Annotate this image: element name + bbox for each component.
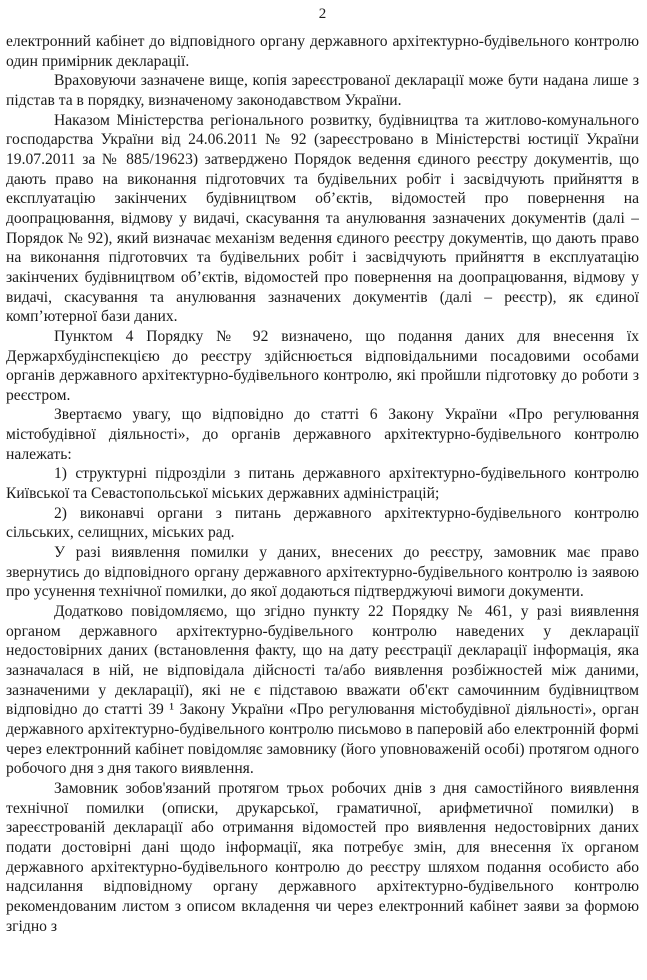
document-page [6,0,639,980]
paragraph-error-in-registry: У разі виявлення помилки у даних, внесених до реєстру, замовник має право звернутись до відповідного органу державного архітектурно-будівельного контролю із заявою про усунення технічної помилки, до якої додаються підтверджуючі вимоги документи. [6,544,639,601]
page-number: 2 [318,6,327,22]
paragraph-continuation: електронний кабінет до відповідного органу державного архітектурно-будівельного контролю один примірник декларації. [6,33,639,70]
paragraph-point-22: Додатково повідомляємо, що згідно пункту 22 Порядку № 461, у разі виявлення органом державного архітектурно-будівельного контролю наведених у декларації недостовірних даних (встановлення факту, що на дату реєстрації декларації інформація, яка зазначалася в ній, не відповідала дійсності та/або виявлення розбіжностей між даними, зазначеними у декларації), які не є підставою вважати об'єкт самочинним будівництвом відповідно до статті 39 ¹ Закону України «Про регулювання містобудівної діяльності», орган державного архітектурно-будівельного контролю письмово в паперовій або електронній формі через електронний кабінет повідомляє замовнику (його уповноваженій особі) протягом одного робочого дня з дня такого виявлення. [6,603,639,778]
paragraph-registered-declaration-copy: Враховуючи зазначене вище, копія зареєстрованої декларації може бути надана лише з підстав та в порядку, визначеному законодавством України. [6,72,639,109]
list-item-2: 2) виконавчі органи з питань державного архітектурно-будівельного контролю сільських, селищних, міських рад. [6,504,639,542]
paragraph-order-92: Наказом Міністерства регіонального розвитку, будівництва та житлово-комунального господарства України від 24.06.2011 № 92 (зареєстровано в Міністерстві юстиції України 19.07.2011 за № 885/19623) затверджено Порядок ведення єдиного реєстру документів, що дають право на виконання підготовчих та будівельних робіт і засвідчують прийняття в експлуатацію закінчених будівництвом об’єктів, відомостей про повернення на доопрацювання, відмову у видачі, скасування та анулювання зазначених документів (далі – Порядок № 92), який визначає механізм ведення єдиного реєстру документів, що дають право на виконання підготовчих та будівельних робіт і засвідчують прийняття в експлуатацію закінчених будівництвом об’єктів, відомостей про повернення на доопрацювання, відмову у видачі, скасування та анулювання зазначених документів (далі – реєстр), як єдиної комп’ютерної бази даних. [6,111,639,326]
document-body [6,32,639,936]
paragraph-customer-obligation: Замовник зобов'язаний протягом трьох робочих днів з дня самостійного виявлення технічної помилки (описки, друкарської, граматичної, арифметичної помилки) в зареєстрованій декларації або отримання відомостей про виявлення недостовірних даних подати достовірні дані щодо інформації, яка потребує змін, для внесення їх органом державного архітектурно-будівельного контролю до реєстру шляхом подання особисто або надсилання відповідному органу державного архітектурно-будівельного контролю рекомендованим листом з описом вкладення чи через електронний кабінет заяви за формою згідно з [6,779,639,935]
list-item-1: 1) структурні підрозділи з питань державного архітектурно-будівельного контролю Київської та Севастопольської міських державних адміністрацій; [6,465,639,503]
paragraph-point-4: Пунктом 4 Порядку № 92 визначено, що подання даних для внесення їх Держархбудінспекцією до реєстру здійснюється відповідальними посадовими особами органів державного архітектурно-будівельного контролю, які пройшли підготовку до роботи з реєстром. [6,327,639,404]
paragraph-article-6: Звертаємо увагу, що відповідно до статті 6 Закону України «Про регулювання містобудівної діяльності», до органів державного архітектурно-будівельного контролю належать: [6,406,639,463]
